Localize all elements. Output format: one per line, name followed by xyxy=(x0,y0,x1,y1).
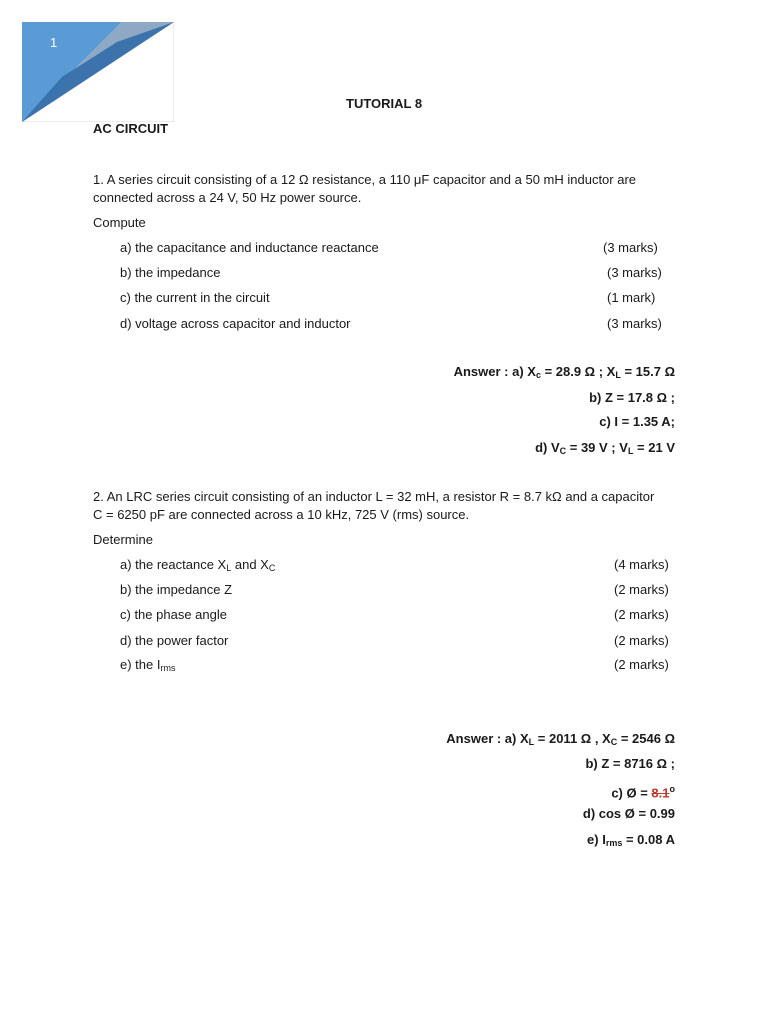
q1-item-a-marks: (3 marks) xyxy=(603,240,658,255)
q2-item-e: e) the $I_{rms}$ xyxy=(120,657,176,673)
q2-item-c-marks: (2 marks) xyxy=(614,607,669,622)
q1-item-c-marks: (1 mark) xyxy=(607,290,656,305)
q1-item-d-marks: (3 marks) xyxy=(607,316,662,331)
q2-statement-line2: C = 6250 pF are connected across a 10 kHz, 725 V (rms) source. xyxy=(93,507,470,522)
q2-instruction: Determine xyxy=(93,532,153,547)
section-heading: AC CIRCUIT xyxy=(93,121,169,136)
q2-item-a-marks: (4 marks) xyxy=(614,557,669,572)
q2-answer-b: b) Z = 8716 Ω ; xyxy=(585,756,675,771)
q2-answer-d: d) cos Ø = 0.99 xyxy=(582,806,675,821)
q2-item-d-marks: (2 marks) xyxy=(614,633,669,648)
q1-answer-b: b) Z = 17.8 Ω ; xyxy=(589,390,675,405)
q2-statement-line1: 2. An LRC series circuit consisting of an inductor L = 32 mH, a resistor R = 8.7 kΩ and a capacitor xyxy=(93,489,655,504)
q2-answer-c: c) Ø = $8.1^o$ xyxy=(611,784,675,801)
q1-statement-line2: connected across a 24 V, 50 Hz power source. xyxy=(93,190,362,205)
q2-item-b-marks: (2 marks) xyxy=(614,582,669,597)
q2-item-b: b) the impedance Z xyxy=(120,582,233,597)
page-number: 1 xyxy=(50,35,58,50)
q2-item-c: c) the phase angle xyxy=(120,607,227,622)
q2-item-e-marks: (2 marks) xyxy=(614,657,669,672)
page-number-badge xyxy=(22,22,174,122)
q2-item-d: d) the power factor xyxy=(120,633,229,648)
page-title: TUTORIAL 8 xyxy=(346,96,423,111)
q1-item-d: d) voltage across capacitor and inductor xyxy=(120,316,351,331)
q1-item-a: a) the capacitance and inductance reactance xyxy=(120,240,379,255)
q1-item-b: b) the impedance xyxy=(120,265,221,280)
q1-answer-c: c) I = 1.35 A; xyxy=(599,414,675,429)
struck-value: 8.1 xyxy=(651,785,670,801)
q2-item-a: a) the reactance $X_L$ and $X_C$ xyxy=(120,557,276,573)
q1-answer-a: Answer : a) $X_c = 28.9$ Ω ; $X_L = 15.7$ Ω xyxy=(453,364,675,380)
q1-instruction: Compute xyxy=(93,215,146,230)
q1-item-b-marks: (3 marks) xyxy=(607,265,662,280)
q1-statement-line1: 1. A series circuit consisting of a 12 Ω resistance, a 110 μF capacitor and a 50 mH inductor are xyxy=(93,172,637,187)
q2-answer-a: Answer : a) $X_L = 2011$ Ω , $X_C = 2546$ Ω xyxy=(446,731,675,747)
q1-answer-d: d) $V_C = 39$ V ; $V_L = 21$ V xyxy=(535,440,675,456)
q1-item-c: c) the current in the circuit xyxy=(120,290,270,305)
q2-answer-e: e) $I_{rms} = 0.08$ A xyxy=(587,832,675,848)
